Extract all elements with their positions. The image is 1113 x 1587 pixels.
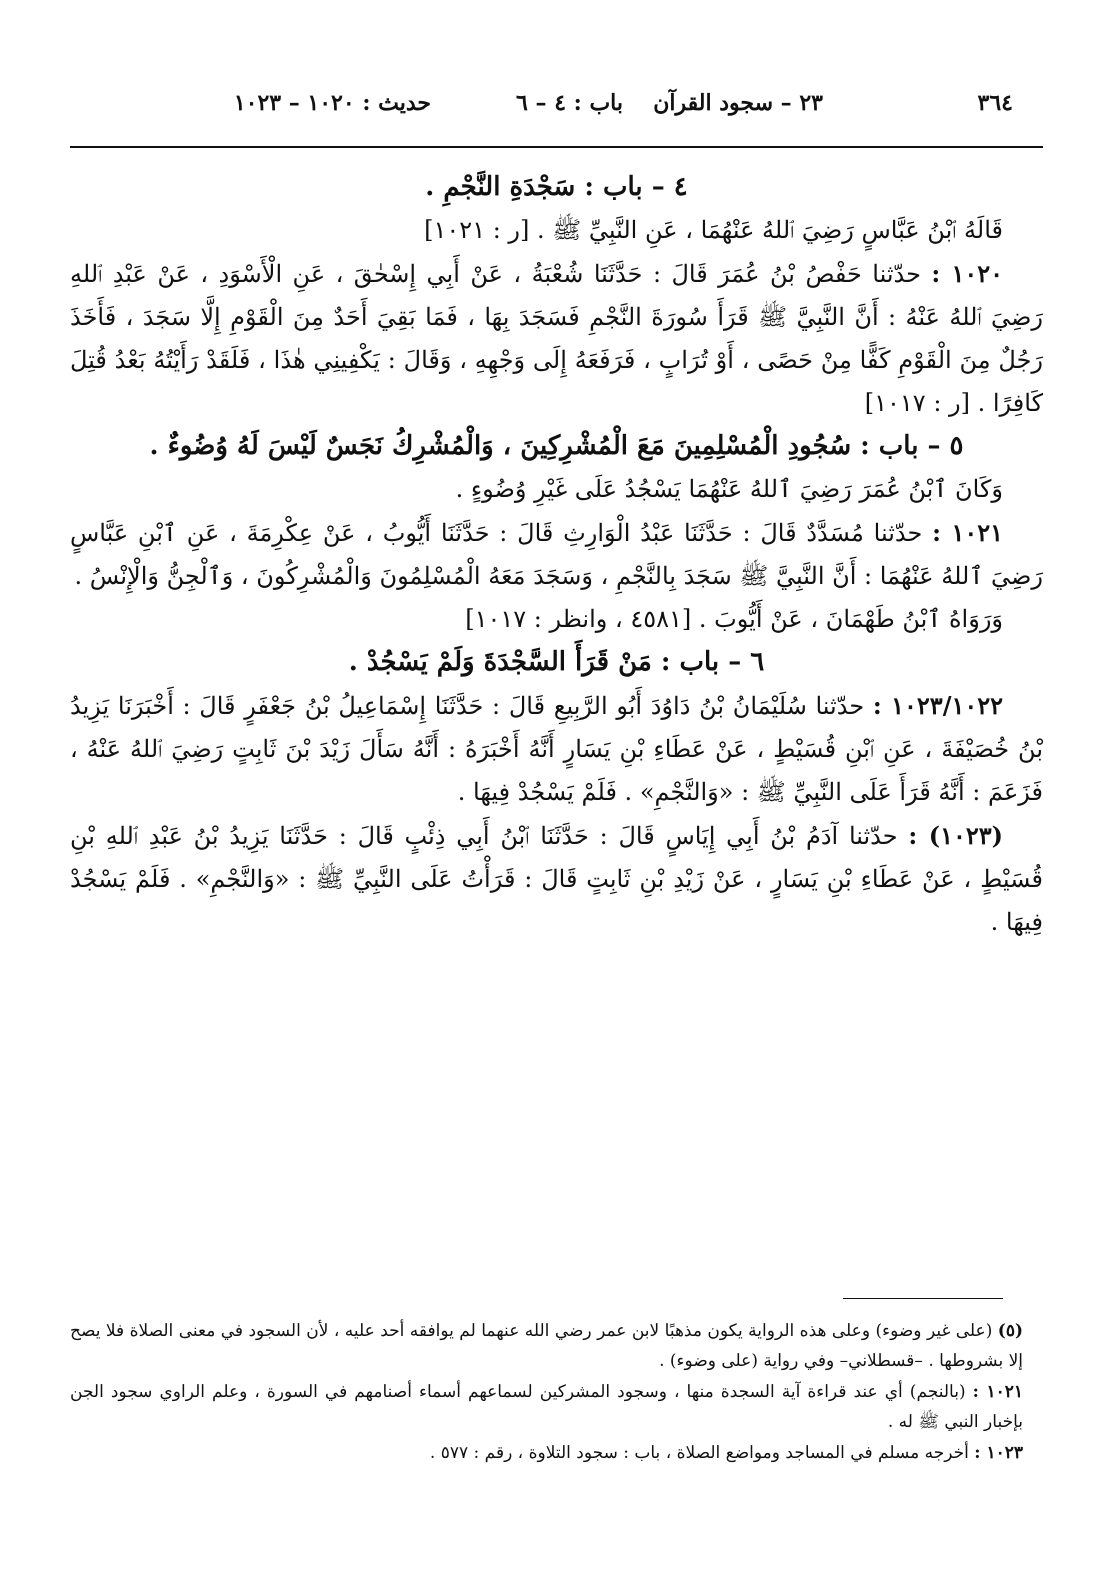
hadith-number: (١٠٢٣) :	[908, 821, 1003, 850]
main-text	[70, 166, 1043, 944]
hadith-text: حدّثنا حَفْصُ بْنُ عُمَرَ قَالَ : حَدَّثَنَا شُعْبَةُ ، عَنْ أَبِي إِسْحٰقَ ، عَنِ الْأَسْوَدِ ، عَنْ عَبْدِ ٱللهِ رَضِيَ ٱللهُ عَنْهُ : أَنَّ النَّبِيَّ ﷺ قَرَأَ سُورَةَ النَّجْمِ فَسَجَدَ بِهَا ، فَمَا بَقِيَ أَحَدٌ مِنَ الْقَوْمِ إِلَّا سَجَدَ ، فَأَخَذَ رَجُلٌ مِنَ الْقَوْمِ كَفًّا مِنْ حَصًى ، أَوْ تُرَابٍ ، فَرَفَعَهُ إِلَى وَجْهِهِ ، وَقَالَ : يَكْفِينِي هٰذَا ، فَلَقَدْ رَأَيْتُهُ بَعْدُ قُتِلَ كَافِرًا . [ر : ١٠١٧]	[70, 260, 1043, 417]
chapter-intro-4: قَالَهُ ٱبْنُ عَبَّاسٍ رَضِيَ ٱللهُ عَنْهُمَا ، عَنِ النَّبِيِّ ﷺ . [ر : ١٠٢١]	[424, 216, 1003, 244]
chapter-title-6: ٦ – باب : مَنْ قَرَأَ السَّجْدَةَ وَلَمْ يَسْجُدْ .	[348, 647, 765, 677]
footnote	[70, 1377, 1023, 1437]
bab-range: باب : ٤ – ٦	[516, 90, 623, 116]
chapter-intro-5: وَكَانَ ٱبْنُ عُمَرَ رَضِيَ ٱللهُ عَنْهُمَا يَسْجُدُ عَلَى غَيْرِ وُضُوءٍ .	[455, 475, 1003, 503]
hadith-text: حدّثنا سُلَيْمَانُ بْنُ دَاوُدَ أَبُو الرَّبِيعِ قَالَ : حَدَّثَنَا إِسْمَاعِيلُ بْنُ جَعْفَرٍ قَالَ : أَخْبَرَنَا يَزِيدُ بْنُ خُصَيْفَةَ ، عَنِ ٱبْنِ قُسَيْطٍ ، عَنْ عَطَاءِ بْنِ يَسَارٍ أَنَّهُ أَخْبَرَهُ : أَنَّهُ سَأَلَ زَيْدَ بْنَ ثَابِتٍ رَضِيَ ٱللهُ عَنْهُ ، فَزَعَمَ : أَنَّهُ قَرَأَ عَلَى النَّبِيِّ ﷺ : «وَالنَّجْمِ» . فَلَمْ يَسْجُدْ فِيهَا .	[70, 692, 1043, 806]
hadith-1023	[70, 814, 1043, 944]
hadith-number: ١٠٢٠ :	[931, 259, 1003, 288]
hadith-range: حديث : ١٠٢٠ – ١٠٢٣	[233, 90, 431, 116]
header-divider	[70, 146, 1043, 148]
footnote	[70, 1438, 1023, 1468]
hadith-number: ١٠٢٣/١٠٢٢ :	[872, 691, 1004, 720]
footnote-text: أخرجه مسلم في المساجد ومواضع الصلاة ، باب : سجود التلاوة ، رقم : ٥٧٧ .	[429, 1443, 975, 1463]
hadith-number: ١٠٢١ :	[932, 518, 1003, 547]
chapter-title-4: ٤ – باب : سَجْدَةِ النَّجْمِ .	[425, 172, 688, 202]
hadith-1020	[70, 252, 1043, 425]
footnote-text: (على غير وضوء) وعلى هذه الرواية يكون مذهبًا لابن عمر رضي الله عنهما لم يوافقه أحد عليه ، لأن السجود في معنى الصلاة فلا يصح إلا بشروطها . –قسطلاني– وفي رواية (على وضوء) .	[70, 1321, 1023, 1371]
footnote-number: ١٠٢١ :	[972, 1382, 1023, 1402]
hadith-1021	[70, 511, 1043, 598]
riwaya-note: وَرَوَاهُ ٱبْنُ طَهْمَانَ ، عَنْ أَيُّوبَ . [٤٥٨١ ، وانظر : ١٠١٧]	[465, 605, 1003, 633]
page-number: ٣٦٤	[977, 90, 1013, 116]
chapter-title-5: ٥ – باب : سُجُودِ الْمُسْلِمِينَ مَعَ الْمُشْرِكِينَ ، وَالْمُشْرِكُ نَجَسٌ لَيْسَ لَهُ وُضُوءٌ .	[149, 431, 964, 461]
footnote-text: (بالنجم) أي عند قراءة آية السجدة منها ، وسجود المشركين لسماعهم أسماء أصنامهم في السورة ، وعلم الراوي سجود الجن بإخبار النبي ﷺ له .	[70, 1382, 1023, 1432]
hadith-text: حدّثنا مُسَدَّدٌ قَالَ : حَدَّثَنَا عَبْدُ الْوَارِثِ قَالَ : حَدَّثَنَا أَيُّوبُ ، عَنْ عِكْرِمَةَ ، عَنِ ٱبْنِ عَبَّاسٍ رَضِيَ ٱللهُ عَنْهُمَا : أَنَّ النَّبِيَّ ﷺ سَجَدَ بِالنَّجْمِ ، وَسَجَدَ مَعَهُ الْمُسْلِمُونَ وَالْمُشْرِكُونَ ، وَٱلْجِنُّ وَالْإِنْسُ .	[70, 519, 1043, 590]
hadith-text: حدّثنا آدَمُ بْنُ أَبِي إِيَاسٍ قَالَ : حَدَّثَنَا ٱبْنُ أَبِي ذِئْبٍ قَالَ : حَدَّثَنَا يَزِيدُ بْنُ عَبْدِ ٱللهِ بْنِ قُسَيْطٍ ، عَنْ عَطَاءِ بْنِ يَسَارٍ ، عَنْ زَيْدِ بْنِ ثَابِتٍ قَالَ : قَرَأْتُ عَلَى النَّبِيِّ ﷺ : «وَالنَّجْمِ» . فَلَمْ يَسْجُدْ فِيهَا .	[70, 822, 1043, 936]
footnote-divider	[843, 1298, 1003, 1299]
running-header	[70, 86, 1043, 126]
book-title: ٢٣ – سجود القرآن	[653, 90, 823, 116]
footnote-number: ١٠٢٣ :	[974, 1443, 1023, 1463]
hadith-1022	[70, 684, 1043, 814]
footnote	[70, 1316, 1023, 1376]
footnote-number: (٥)	[997, 1321, 1023, 1341]
footnotes	[70, 1316, 1023, 1469]
